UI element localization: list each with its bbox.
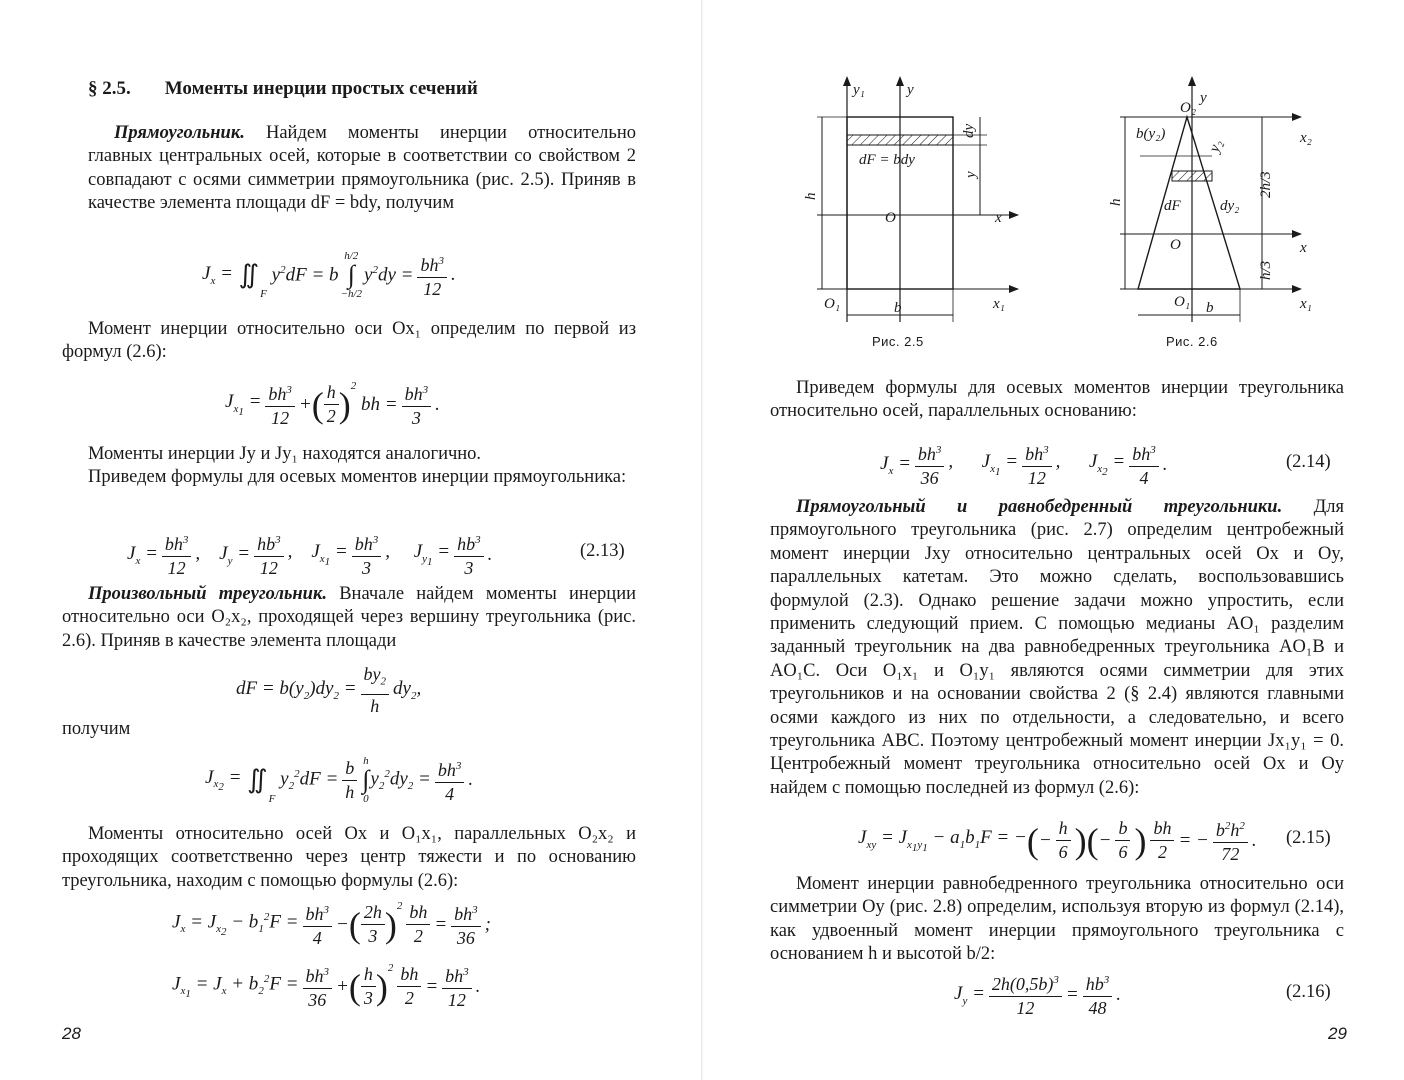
label-h-3: h/3 — [1258, 260, 1274, 280]
triangle-intro: Вначале найдем моменты инерции относительно оси O₂x₂, проходящей через вершину треугольника (рис. 2.6). Приняв в качестве элемента площади — [62, 584, 636, 651]
analog-paragraph: Моменты инерции Jy и Jy₁ находятся аналогично. — [88, 444, 482, 464]
label-b: b — [894, 300, 902, 316]
label-2h-3: 2h/3 — [1258, 171, 1274, 198]
label-O: O — [885, 210, 896, 226]
label-b: b — [1206, 300, 1214, 316]
word-get: получим — [62, 719, 131, 739]
label-O1: O₁ — [1174, 294, 1191, 310]
rect-intro: Найдем моменты инерции относительно главных центральных осей, которые в соответствии со свойством 2 совпадают с осями симметрии прямоугольника (рис. 2.5). Приняв в качестве элемента площади dF = bdy, получим — [88, 123, 636, 214]
label-dF: dF = bdy — [859, 152, 915, 168]
label-h: h — [803, 192, 819, 200]
figure-2-6 — [1100, 72, 1340, 332]
axis-x2-arrow — [1292, 113, 1302, 121]
label-dF: dF — [1164, 198, 1181, 214]
label-O1: O₁ — [824, 296, 841, 312]
label-dy: dy — [961, 123, 977, 138]
axis-y-arrow — [1188, 76, 1196, 86]
label-O: O — [1170, 237, 1181, 253]
label-x: x — [1300, 240, 1307, 256]
label-x: x — [995, 210, 1002, 226]
triangle-formulas-paragraph: Приведем формулы для осевых моментов инерции треугольника относительно осей, параллельных основанию: — [770, 378, 1344, 422]
label-y: y — [1200, 90, 1207, 106]
label-x2: x₂ — [1300, 130, 1312, 146]
equation-2-16: $J_y$ = $\frac{2h(0,5b)^3}{12}$ = $\frac{hb^3}{48}$ . — [954, 970, 1121, 1019]
page-number-right: 29 — [1328, 1024, 1347, 1043]
right-page — [702, 0, 1404, 1080]
isosceles-paragraph: Момент инерции равнобедренного треугольника относительно оси симметрии Oy (рис. 2.8) определим, используя вторую из формул (2.14), как удвоенный момент инерции прямоугольного треугольника с основанием h и высотой b/2: — [770, 874, 1344, 965]
equation-2-14: $J_x$ = $\frac{bh^3}{36}$ , $J_{x_1}$ = $\frac{bh^3}{12}$ , $J_{x_2}$ = $\frac{bh^3}{4}$ . — [880, 440, 1167, 489]
caption-2-5: Рис. 2.5 — [872, 334, 924, 349]
axis-y-arrow — [896, 76, 904, 86]
equation-jx: $J_x$ = ∬ F $y^2dF = b$ h/2 ∫ −h/2 $y^2dy$ = $\frac{bh^3}{12}$ . — [202, 250, 456, 300]
equation-jx2: $J_{x_2}$ = ∬ F $y_2^2dF$ = $\frac{b}{h}$ h ∫ 0 $y_2^2dy_2$ = $\frac{bh^3}{4}$ . — [205, 755, 474, 805]
rect-paragraph — [88, 122, 636, 216]
equation-2-13: $J_x$ = $\frac{bh^3}{12}$ , $J_y$ = $\frac{hb^3}{12}$ , $J_{x_1}$ = $\frac{bh^3}{3}$ , $J_{y_1}$ = $\frac{hb^3}{3}$ . — [127, 530, 492, 579]
moments-paragraph: Моменты относительно осей Ox и O₁x₁, параллельных O₂x₂ и проходящих соответственно через центр тяжести и по основанию треугольника, находим с помощью формулы (2.6): — [62, 824, 636, 891]
eq-number-2-14: (2.14) — [1286, 452, 1331, 472]
label-y1: y₁ — [853, 82, 865, 98]
rect-heading: Прямоугольник. — [114, 123, 245, 143]
equation-dF: dF = $b(y_2)dy_2$ = $\frac{by_2}{h}$ $dy_2$, — [236, 664, 422, 716]
eq-number-2-15: (2.15) — [1286, 828, 1331, 848]
figure-2-5 — [797, 72, 1057, 332]
axis-x-arrow — [1009, 211, 1019, 219]
axis-x-arrow — [1292, 230, 1302, 238]
right-triangle-heading: Прямоугольный и равнобедренный треугольники. — [796, 497, 1283, 517]
equation-jx-triangle: $J_x = J_{x_2} - b_1^2F$ = $\frac{bh^3}{4}$ − ( $\frac{2h}{3}$ ) $^2$ $\frac{bh}{2}$ = $\frac{bh^3}{36}$ ; — [172, 900, 491, 948]
section-number: § 2.5. — [88, 78, 131, 99]
caption-2-6: Рис. 2.6 — [1166, 334, 1218, 349]
section-heading — [88, 78, 478, 100]
label-h: h — [1108, 198, 1124, 206]
label-y2: y₂ — [1206, 137, 1226, 155]
page-number-left: 28 — [62, 1024, 81, 1043]
label-dy2: dy₂ — [1220, 198, 1240, 214]
label-x1: x₁ — [993, 296, 1005, 312]
equation-jx1: $J_{x_1}$ = $\frac{bh^3}{12}$ + ( $\frac{h}{2}$ ) $^2$ bh = $\frac{bh^3}{3}$ . — [225, 380, 440, 428]
eq-number-2-13: (2.13) — [580, 541, 625, 561]
ox1-paragraph: Момент инерции относительно оси Ox₁ определим по первой из формул (2.6): — [62, 319, 636, 363]
rect-formulas-paragraph: Приведем формулы для осевых моментов инерции прямоугольника: — [88, 467, 627, 487]
axis-y1-arrow — [843, 76, 851, 86]
eq-number-2-16: (2.16) — [1286, 982, 1331, 1002]
right-triangle-text: Для прямоугольного треугольника (рис. 2.7) определим центробежный момент инерции Jxy относительно центральных осей Ox и Oy, параллельных катетам. Это можно сделать, воспользовавшись формулой (2.3). Однако решение задачи можно упростить, если применить следующий прием. С помощью медианы AO₁ разделим заданный треугольник на два равнобедренных треугольника AO₁B и AO₁C. Оси O₁x₁ и O₁y₁ являются осями симметрии для этих треугольников и на основании свойства 2 (§ 2.4) являются главными осями каждого из них по отдельности, а следовательно, и всего треугольника ABC. Поэтому центробежный момент инерции Jx₁y₁ = 0. Центробежный момент треугольника относительно осей Ox и Oy найдем с помощью последней из формул (2.6): — [770, 497, 1344, 798]
right-triangle-paragraph — [770, 496, 1344, 800]
triangle-paragraph — [62, 583, 636, 653]
axis-x1-arrow — [1009, 285, 1019, 293]
label-y: y — [907, 82, 914, 98]
hatched-strip — [1172, 171, 1212, 181]
axis-x1-arrow — [1292, 285, 1302, 293]
label-y-dim: y — [963, 171, 979, 178]
label-x1: x₁ — [1300, 296, 1312, 312]
equation-jx1-triangle: $J_{x_1} = J_x + b_2^2F$ = $\frac{bh^3}{36}$ + ( $\frac{h}{3}$ ) $^2$ $\frac{bh}{2}$ = $\frac{bh^3}{12}$ . — [172, 962, 481, 1010]
equation-2-15: $J_{xy} = J_{x_1y_1} - a_1b_1F$ = − ( − $\frac{h}{6}$ )( − $\frac{b}{6}$ ) $\frac{bh}{2}$ = − $\frac{b^2h^2}{72}$ . — [858, 818, 1257, 864]
section-title: Моменты инерции простых сечений — [164, 78, 478, 99]
hatched-strip — [847, 135, 953, 145]
label-O2: O₂ — [1180, 100, 1197, 116]
triangle-heading: Произвольный треугольник. — [88, 584, 327, 604]
label-b-y2: b(y₂) — [1136, 126, 1166, 142]
